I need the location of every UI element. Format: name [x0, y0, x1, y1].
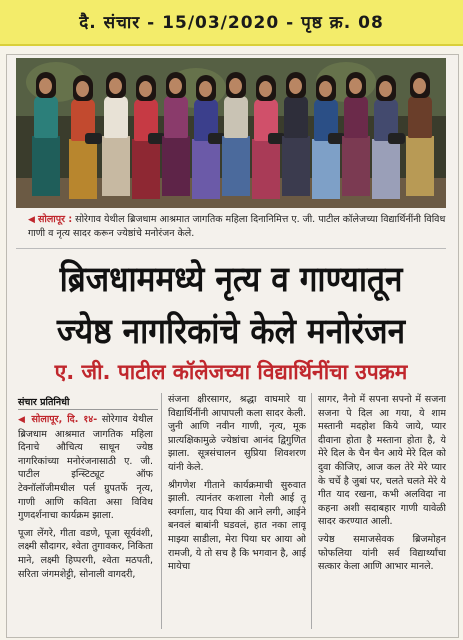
photo-caption [28, 213, 448, 241]
column-divider [161, 393, 162, 629]
caption-text: सोरेगाव येथील ब्रिजधाम आश्रमात जागतिक महिला दिनानिमित्त ए. जी. पाटील कॉलेजच्या विद्यार्थिनींनी विविध गाणी व नृत्य सादर करून ज्येष्ठांचे मनोरंजन केले. [28, 214, 446, 239]
headline [16, 248, 446, 357]
person-top [224, 96, 248, 138]
person-top [408, 96, 432, 138]
article-column-3 [318, 393, 446, 631]
person-skirt [162, 136, 190, 196]
headline-line-1: ब्रिजधाममध्ये नृत्य व गाण्यातून [59, 260, 403, 300]
article-column-2 [168, 393, 306, 631]
person-skirt [342, 136, 370, 196]
caption-place: सोलापूर : [37, 214, 73, 225]
person-skirt [222, 136, 250, 196]
article-paragraph: श्रीगणेश गीताने कार्यक्रमाची सुरुवात झाली. त्यानंतर कशाला गेली आई तू स्वर्गाला, याद पिया की आने लगी, आईने बनवलं बाबांनी घडवलं, हात नका लावू माझ्या साडीला, मेरा पिया घर आया ओ रामजी, ये तो सच है कि भगवान है, आई मायेचा [168, 479, 306, 573]
person-face [169, 78, 182, 94]
person-skirt [102, 136, 130, 196]
byline: संचार प्रतिनिधी [18, 397, 70, 408]
person-skirt [192, 139, 220, 199]
person-top [104, 96, 128, 138]
person-face [39, 78, 52, 94]
person-top [34, 96, 58, 138]
handbag [85, 133, 102, 144]
article-text: सोरेगाव येथील ब्रिजधाम आश्रमात जागतिक महिला दिनाचे औचित्य साधून ज्येष्ठ नागरिकांच्या मनोरंजनासाठी ए. जी. पाटील इन्स्टिट्यूट ऑफ टेक्नॉलॉजीमधील पर्ल ग्रुपतर्फे नृत्य, गाणी आणि कविता असा विविध गुणदर्शनाचा कार्यक्रम झाला. [18, 414, 153, 522]
person-skirt [372, 139, 400, 199]
person-face [109, 78, 122, 94]
person-top [344, 96, 368, 138]
person-face [199, 81, 212, 97]
person-top [284, 96, 308, 138]
person-skirt [312, 139, 340, 199]
column-divider [311, 393, 312, 629]
person-top [164, 96, 188, 138]
person-face [139, 81, 152, 97]
person-skirt [32, 136, 60, 196]
person-skirt [132, 139, 160, 199]
article-paragraph: ज्येष्ठ समाजसेवक ब्रिजमोहन फोफलिया यांनी सर्व विद्यार्थ्यांचा सत्कार केला आणि आभार मानले. [318, 533, 446, 573]
caption-marker: ◀ [28, 215, 35, 225]
dateline [18, 414, 97, 425]
person-face [76, 81, 89, 97]
headline-line-2: ज्येष्ठ नागरिकांचे केले मनोरंजन [56, 312, 406, 352]
article-paragraph: संजना क्षीरसागर, श्रद्धा वाघमारे या विद्यार्थिनींनी आपापली कला सादर केली. जुनी आणि नवीन गाणी, नृत्य, मूक प्रात्यक्षिकामुळे ज्येष्ठांचा आनंद द्विगुणित झाला. सूत्रसंचालन सुप्रिया शिवशरण यांनी केले. [168, 394, 306, 473]
article-column-1 [18, 409, 153, 635]
person-face [379, 81, 392, 97]
article-paragraph [18, 413, 153, 523]
person-face [289, 78, 302, 94]
subheadline: ए. जी. पाटील कॉलेजच्या विद्यार्थिनींचा उपक्रम [54, 360, 408, 384]
article-paragraph: पूजा लेंगरे, गीता वडणे, पूजा सूर्यवंशी, लक्ष्मी सौदागर, श्वेता तुगावकर, निकिता माने, लक्ष्मी हिप्परगी, श्वेता मठपती, सरिता जंगमशेट्टी, सोनाली वागदरी, [18, 527, 153, 580]
group-photo [16, 58, 446, 208]
person-skirt [406, 136, 434, 196]
newspaper-header-band [0, 0, 463, 46]
article-paragraph: सागर, नैनो में सपना सपनो में सजना सजना पे दिल आ गया, ये शाम मस्तानी मदहोश किये जाये, प्यार दीवाना होता है मस्ताना होता है, ये मेरे दिल के चैन चैन आये मेरे दिल को दुवा कीजिए, आज कल तेरे मेरे प्यार के चर्चे है जुबां पर, चलते चलते मेरे ये गीत याद रखना, कभी अलविदा ना कहना अशी सदाबहार गाणी यावेळी सादर करण्यात आली. [318, 394, 446, 528]
person-face [319, 81, 332, 97]
dateline-text: सोलापूर, दि. १४- [31, 414, 98, 425]
person-face [349, 78, 362, 94]
dateline-marker: ◀ [18, 415, 32, 425]
newspaper-header-text: दै. संचार - 15/03/2020 - पृष्ठ क्र. 08 [79, 13, 384, 33]
person-skirt [69, 139, 97, 199]
person-face [413, 78, 426, 94]
person-face [259, 81, 272, 97]
person-skirt [282, 136, 310, 196]
handbag [388, 133, 405, 144]
person-skirt [252, 139, 280, 199]
person-face [229, 78, 242, 94]
